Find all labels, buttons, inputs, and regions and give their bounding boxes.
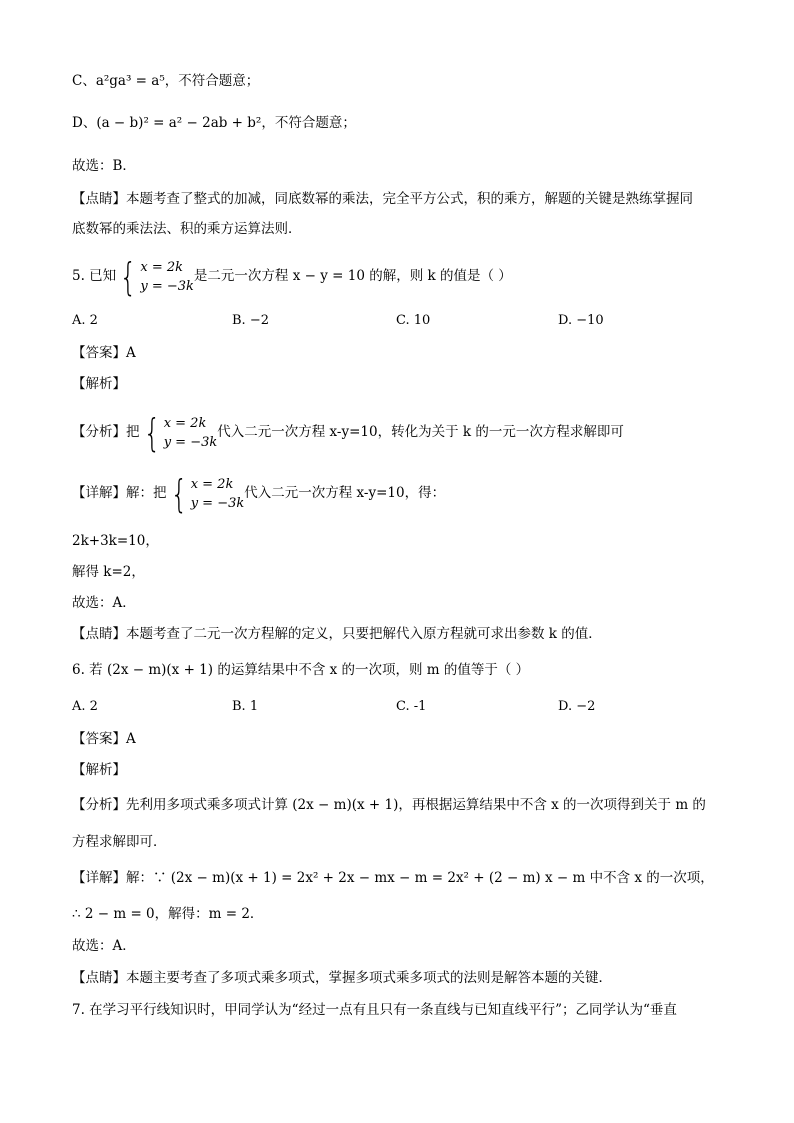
- equation-system: [140, 258, 194, 296]
- q6-option-d: D. −2: [558, 699, 596, 714]
- step-5-2: 解得 k=2，: [72, 564, 145, 580]
- comment-line-2: 底数幂的乘法法、积的乘方运算法则．: [72, 221, 302, 237]
- option-c-explanation: C、a²ga³ = a⁵，不符合题意；: [72, 73, 260, 89]
- option-d-explanation: D、(a − b)² = a² − 2ab + b²，不符合题意；: [72, 115, 356, 131]
- equation-system: [191, 475, 245, 513]
- detail-5: [72, 471, 446, 516]
- system-eq-1: x = 2k: [163, 415, 207, 431]
- q5-prefix: 5. 已知: [72, 268, 117, 284]
- choice-b: 故选：B．: [72, 158, 136, 174]
- question-5: [72, 254, 512, 299]
- system-eq-2: y = −3k: [190, 495, 245, 511]
- question-6: 6. 若 (2x − m)(x + 1) 的运算结果中不含 x 的一次项，则 m 的值等于（ ）: [72, 662, 530, 678]
- comment-line-1: 【点睛】本题考查了整式的加减，同底数幂的乘法，完全平方公式，积的乘方，解题的关键是熟练掌握同: [72, 191, 693, 207]
- q6-option-c: C. -1: [396, 699, 427, 714]
- analysis-6-line-2: 方程求解即可．: [72, 834, 167, 850]
- analysis-heading-6: 【解析】: [72, 762, 126, 778]
- system-eq-1: x = 2k: [140, 259, 183, 275]
- brace-symbol: {: [119, 254, 137, 299]
- analysis-heading-5: 【解析】: [72, 376, 126, 392]
- comment-5: 【点睛】本题考查了二元一次方程解的定义，只要把解代入原方程就可求出参数 k 的值．: [72, 626, 602, 642]
- q6-option-a: A. 2: [72, 699, 98, 714]
- brace-symbol: {: [143, 410, 161, 455]
- detail-6-line-2: ∴ 2 − m = 0，解得：m = 2．: [72, 906, 264, 922]
- detail-6-line-1: 【详解】解：∵ (2x − m)(x + 1) = 2x² + 2x − mx − m = 2x² + (2 − m) x − m 中不含 x 的一次项，: [72, 870, 714, 886]
- analysis-6-line-1: 【分析】先利用多项式乘多项式计算 (2x − m)(x + 1)，再根据运算结果中不含 x 的一次项得到关于 m 的: [72, 797, 706, 813]
- system-eq-1: x = 2k: [190, 476, 234, 492]
- system-eq-2: y = −3k: [163, 434, 218, 450]
- q5-option-b: B. −2: [232, 313, 269, 328]
- xj5-prefix: 【详解】解：把: [72, 485, 167, 501]
- equation-system: [164, 414, 218, 452]
- system-eq-2: y = −3k: [140, 278, 194, 294]
- q5-option-d: D. −10: [558, 313, 604, 328]
- analysis-5: [72, 410, 624, 455]
- brace-symbol: {: [170, 471, 188, 516]
- step-5-3: 故选：A．: [72, 595, 136, 611]
- step-5-1: 2k+3k=10，: [72, 533, 159, 549]
- fx5-prefix: 【分析】把: [72, 424, 140, 440]
- q5-option-c: C. 10: [396, 313, 431, 328]
- q6-option-b: B. 1: [232, 699, 259, 714]
- fx5-suffix: 代入二元一次方程 x-y=10，转化为关于 k 的一元一次方程求解即可: [217, 424, 624, 440]
- xj5-suffix: 代入二元一次方程 x-y=10，得：: [244, 485, 446, 501]
- step-6-3: 故选：A．: [72, 938, 136, 954]
- answer-5: 【答案】A: [72, 345, 136, 361]
- answer-6: 【答案】A: [72, 731, 136, 747]
- question-7: 7. 在学习平行线知识时，甲同学认为“经过一点有且只有一条直线与已知直线平行”；乙同学认为“垂直: [72, 1002, 677, 1018]
- comment-6: 【点睛】本题主要考查了多项式乘多项式，掌握多项式乘多项式的法则是解答本题的关键．: [72, 970, 612, 986]
- q5-suffix: 是二元一次方程 x − y = 10 的解，则 k 的值是（ ）: [193, 268, 512, 284]
- q5-option-a: A. 2: [72, 313, 98, 328]
